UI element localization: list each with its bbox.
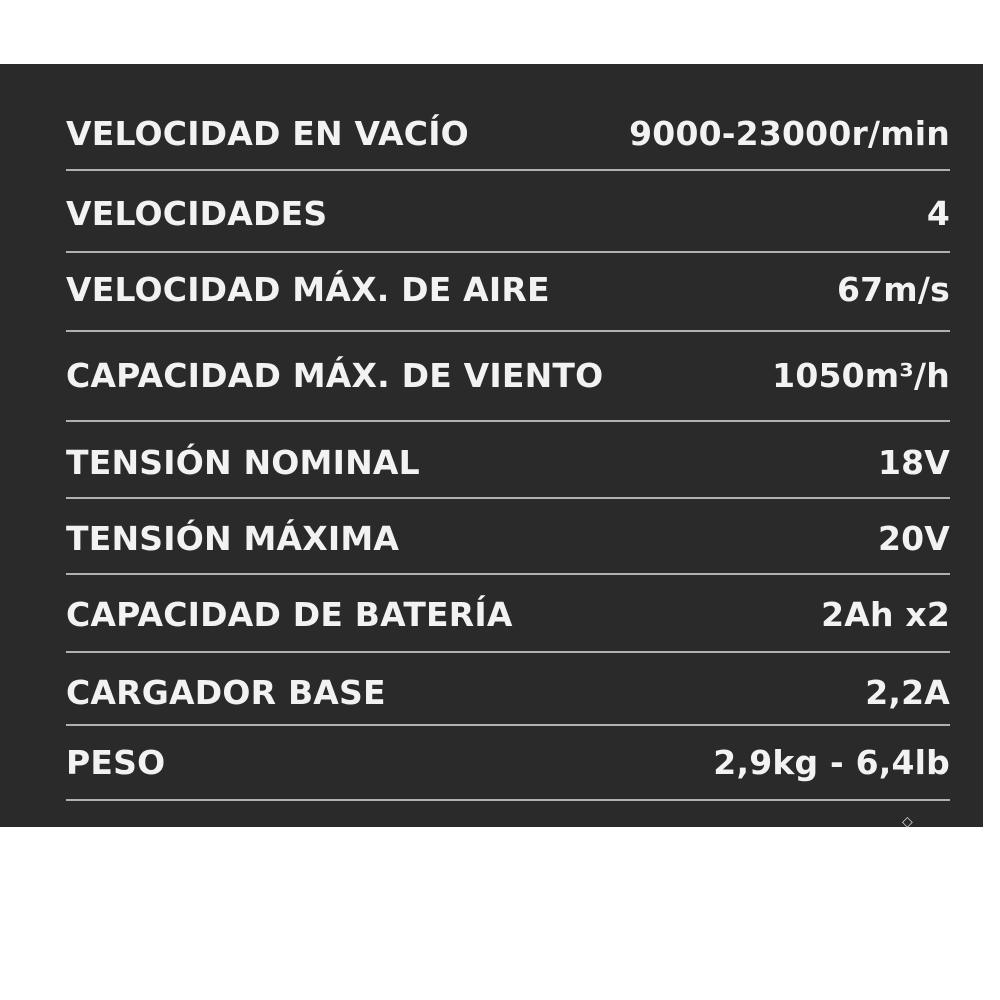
spec-value: 2,2A bbox=[865, 673, 950, 712]
spec-label: TENSIÓN MÁXIMA bbox=[66, 519, 400, 558]
spec-label: CAPACIDAD DE BATERÍA bbox=[66, 595, 513, 634]
spec-row-cargador-base bbox=[66, 673, 950, 712]
spec-row-velocidad-en-vacio bbox=[66, 114, 950, 153]
spec-label: VELOCIDADES bbox=[66, 194, 328, 233]
spec-value: 20V bbox=[877, 519, 950, 558]
row-divider bbox=[66, 251, 950, 253]
spec-row-velocidades bbox=[66, 194, 950, 233]
spec-label: PESO bbox=[66, 743, 166, 782]
spec-row-capacidad-bateria bbox=[66, 595, 950, 634]
row-divider bbox=[66, 651, 950, 653]
spec-row-capacidad-max-viento bbox=[66, 356, 950, 395]
spec-row-tension-maxima bbox=[66, 519, 950, 558]
spec-value: 9000-23000r/min bbox=[629, 114, 950, 153]
spec-label: VELOCIDAD EN VACÍO bbox=[66, 114, 469, 153]
spec-label: CARGADOR BASE bbox=[66, 673, 386, 712]
spec-label: TENSIÓN NOMINAL bbox=[66, 443, 420, 482]
spec-label: VELOCIDAD MÁX. DE AIRE bbox=[66, 270, 550, 309]
spec-value: 2,9kg - 6,4lb bbox=[713, 743, 950, 782]
row-divider bbox=[66, 799, 950, 801]
row-divider bbox=[66, 169, 950, 171]
spec-row-velocidad-max-aire bbox=[66, 270, 950, 309]
row-divider bbox=[66, 420, 950, 422]
spec-value: 2Ah x2 bbox=[821, 595, 950, 634]
spec-row-tension-nominal bbox=[66, 443, 950, 482]
row-divider bbox=[66, 330, 950, 332]
spec-row-peso bbox=[66, 743, 950, 782]
spec-value: 4 bbox=[926, 194, 950, 233]
corner-mark-icon: ◇ bbox=[902, 814, 913, 830]
row-divider bbox=[66, 724, 950, 726]
row-divider bbox=[66, 573, 950, 575]
spec-value: 67m/s bbox=[836, 270, 950, 309]
spec-value: 18V bbox=[877, 443, 950, 482]
row-divider bbox=[66, 497, 950, 499]
spec-value: 1050m³/h bbox=[772, 356, 950, 395]
spec-label: CAPACIDAD MÁX. DE VIENTO bbox=[66, 356, 604, 395]
